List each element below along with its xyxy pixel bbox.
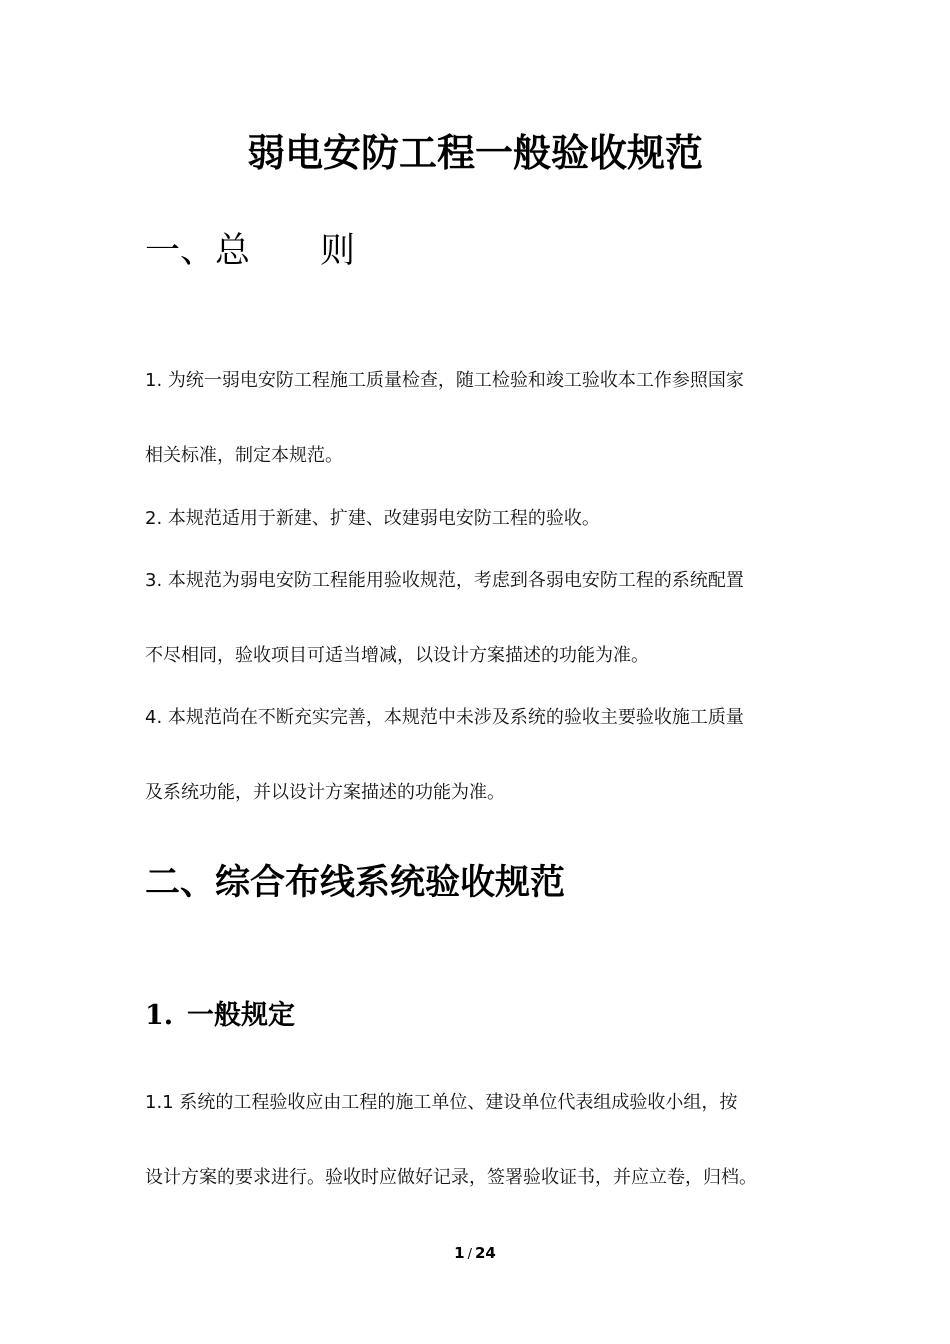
subsection-title: 一般规定 (187, 1000, 295, 1031)
section-heading-suffix: 则 (320, 231, 356, 271)
current-page: 1 (454, 1244, 465, 1262)
subsection-number: 1. (145, 1000, 174, 1031)
paragraph-line: 设计方案的要求进行。验收时应做好记录，签署验收证书，并应立卷，归档。 (145, 1167, 757, 1188)
paragraph-line: 相关标准，制定本规范。 (145, 445, 343, 466)
page-separator: / (467, 1247, 472, 1262)
section-heading-number: 一、总 (145, 231, 251, 271)
total-pages: 24 (474, 1244, 496, 1262)
section-heading-cabling: 二、综合布线系统验收规范 (145, 862, 566, 903)
paragraph-line: 3. 本规范为弱电安防工程能用验收规范，考虑到各弱电安防工程的系统配置 (145, 570, 744, 591)
document-title: 弱电安防工程一般验收规范 (246, 130, 703, 175)
paragraph-line: 不尽相同，验收项目可适当增减，以设计方案描述的功能为准。 (145, 645, 649, 666)
subsection-heading (145, 996, 295, 1036)
paragraph-line: 2. 本规范适用于新建、扩建、改建弱电安防工程的验收。 (145, 508, 600, 529)
paragraph-line: 4. 本规范尚在不断充实完善，本规范中未涉及系统的验收主要验收施工质量 (145, 707, 744, 728)
section-heading-general (145, 228, 355, 274)
paragraph-line: 1. 为统一弱电安防工程施工质量检查，随工检验和竣工验收本工作参照国家 (145, 370, 744, 391)
page-number (0, 1242, 950, 1266)
paragraph-line: 及系统功能，并以设计方案描述的功能为准。 (145, 782, 505, 803)
paragraph-line: 1.1 系统的工程验收应由工程的施工单位、建设单位代表组成验收小组，按 (145, 1092, 738, 1113)
